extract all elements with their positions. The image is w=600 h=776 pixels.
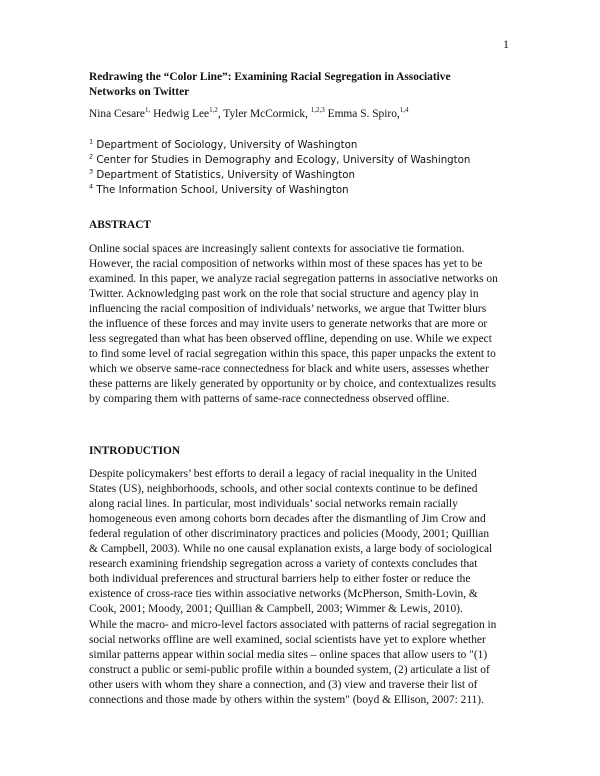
affiliation-item	[89, 153, 529, 168]
title-line: Redrawing the “Color Line”: Examining Racial Segregation in Associative	[89, 71, 451, 83]
affiliation-marker: 4	[89, 182, 94, 191]
text-line: research examining friendship segregation across a variety of contexts concludes that	[89, 558, 478, 570]
author-affiliation-marker: 1,2,3	[310, 106, 325, 115]
affiliation-text: Center for Studies in Demography and Ecology, University of Washington	[93, 155, 471, 166]
text-line: States (US), neighborhoods, schools, and other social contexts continue to be defined	[89, 483, 478, 495]
text-line: Cook, 2001; Moody, 2001; Quillian & Campbell, 2003; Wimmer & Lewis, 2010).	[89, 603, 463, 615]
text-line: Online social spaces are increasingly salient contexts for associative tie formation.	[89, 243, 465, 255]
text-line: federal regulation of other discriminatory practices and policies (Moody, 2001; Quillian	[89, 528, 490, 540]
text-line: construct a public or semi-public profile within a bounded system, (2) articulate a list of	[89, 664, 490, 676]
text-line: & Campbell, 2003). While no one causal explanation exists, a large body of sociological	[89, 543, 493, 555]
affiliation-item	[89, 168, 529, 183]
text-line: Twitter. Acknowledging past work on the role that social structure and agency play in	[89, 288, 479, 300]
affiliation-text: Department of Statistics, University of Washington	[93, 170, 355, 181]
text-line: which we observe same-race connectedness for black and white users, assesses whether	[89, 363, 489, 375]
text-line: similar patterns appear within social media sites – online spaces that allow users to "(1)	[89, 649, 488, 661]
introduction-paragraph	[89, 618, 519, 708]
text-line: Despite policymakers’ best efforts to derail a legacy of racial inequality in the United	[89, 468, 477, 480]
author-name: Emma S. Spiro,	[324, 108, 400, 120]
affiliation-marker: 3	[89, 167, 94, 176]
abstract-heading: ABSTRACT	[89, 219, 152, 231]
abstract-paragraph	[89, 242, 519, 407]
author-name: Hedwig Lee	[150, 108, 210, 120]
author-name: , Tyler McCormick,	[217, 108, 311, 120]
text-line: by comparing them with patterns of same-race connectedness observed offline.	[89, 393, 450, 405]
introduction-paragraph	[89, 467, 519, 617]
text-line: examined. In this paper, we analyze racial segregation patterns in associative networks on	[89, 273, 498, 285]
text-line: to find some level of racial segregation within this space, this paper unpacks the extent to	[89, 348, 496, 360]
author-affiliation-marker: 1,	[144, 106, 151, 115]
text-line: However, the racial composition of networks within most of these spaces has yet to be	[89, 258, 483, 270]
text-line: homogeneous even among cohorts born decades after the dismantling of Jim Crow and	[89, 513, 486, 525]
text-line: both individual preferences and structural barriers help to either foster or reduce the	[89, 573, 471, 585]
paper-title	[89, 70, 509, 100]
text-line: these patterns are likely generated by opportunity or by choice, and contextualizes results	[89, 378, 497, 390]
author-list	[89, 107, 529, 122]
affiliation-item	[89, 138, 529, 153]
author-affiliation-marker: 1,2	[209, 106, 218, 115]
affiliation-text: Department of Sociology, University of Washington	[93, 140, 358, 151]
page-number: 1	[503, 37, 509, 51]
introduction-heading: INTRODUCTION	[89, 445, 181, 457]
text-line: social networks offline are well examined, social scientists have yet to explore whether	[89, 634, 486, 646]
text-line: connections and those made by others within the system" (boyd & Ellison, 2007: 211).	[89, 694, 484, 706]
text-line: existence of cross-race ties within associative networks (McPherson, Smith-Lovin, &	[89, 588, 478, 600]
affiliation-marker: 1	[89, 137, 94, 146]
text-line: other users with whom they share a connection, and (3) view and traverse their list of	[89, 679, 478, 691]
affiliation-list	[89, 138, 529, 198]
author-affiliation-marker: 1,4	[399, 106, 409, 115]
text-line: influencing the racial composition of individuals’ networks, we argue that Twitter blurs	[89, 303, 487, 315]
text-line: the influence of these forces and may invite users to generate networks that are more or	[89, 318, 488, 330]
affiliation-text: The Information School, University of Washington	[93, 185, 349, 196]
title-line: Networks on Twitter	[89, 86, 190, 98]
text-line: While the macro- and micro-level factors associated with patterns of racial segregation in	[89, 619, 497, 631]
affiliation-marker: 2	[89, 152, 94, 161]
text-line: less segregated than what has been observed offline, depending on use. While we expect	[89, 333, 492, 345]
affiliation-item	[89, 183, 529, 198]
author-name: Nina Cesare	[89, 108, 145, 120]
text-line: along racial lines. In particular, most individuals’ social networks remain racially	[89, 498, 458, 510]
